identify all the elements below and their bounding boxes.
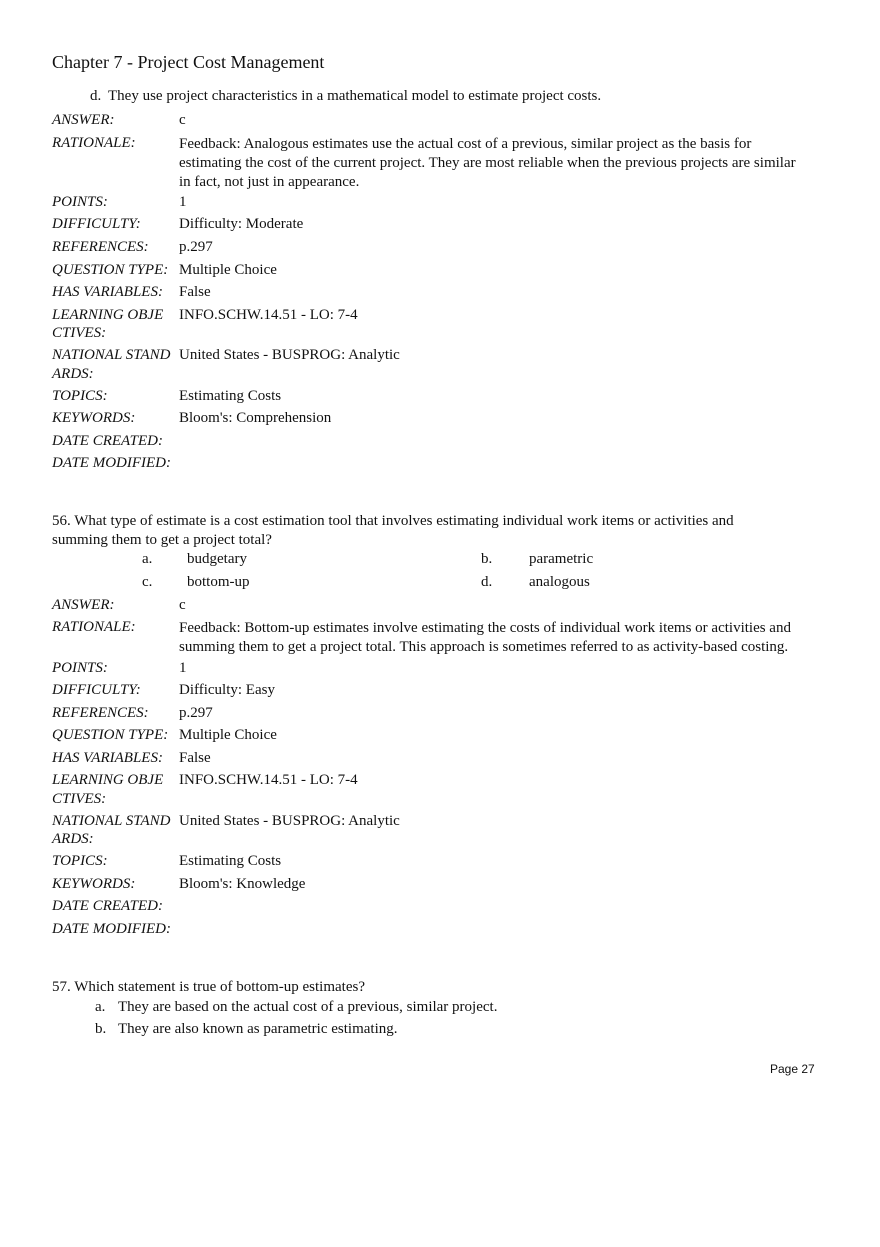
- date-created-label: DATE CREATED:: [52, 433, 163, 449]
- q56-option-b-letter: b.: [481, 551, 493, 567]
- date-modified-label: DATE MODIFIED:: [52, 921, 171, 937]
- points-label: POINTS:: [52, 194, 108, 210]
- points-value: 1: [179, 194, 187, 210]
- topics-label: TOPICS:: [52, 853, 108, 869]
- q56-option-b-text: parametric: [529, 551, 594, 567]
- points-value: 1: [179, 660, 187, 676]
- rationale-label: RATIONALE:: [52, 135, 136, 151]
- learning-objectives-label-cont: CTIVES:: [52, 325, 107, 341]
- learning-objectives-label: LEARNING OBJE: [52, 307, 164, 323]
- q56-option-a-letter: a.: [142, 551, 153, 567]
- q57-option-a-text: They are based on the actual cost of a previous, similar project.: [118, 999, 498, 1015]
- q57-option-b-letter: b.: [95, 1021, 107, 1037]
- difficulty-label: DIFFICULTY:: [52, 216, 141, 232]
- rationale-label: RATIONALE:: [52, 619, 136, 635]
- difficulty-value: Difficulty: Easy: [179, 682, 275, 698]
- topics-value: Estimating Costs: [179, 388, 282, 404]
- date-modified-label: DATE MODIFIED:: [52, 455, 171, 471]
- has-variables-value: False: [179, 284, 211, 300]
- has-variables-label: HAS VARIABLES:: [52, 750, 163, 766]
- learning-objectives-value: INFO.SCHW.14.51 - LO: 7-4: [179, 772, 358, 788]
- q56-option-c-letter: c.: [142, 574, 153, 590]
- learning-objectives-value: INFO.SCHW.14.51 - LO: 7-4: [179, 307, 358, 323]
- question-type-label: QUESTION TYPE:: [52, 727, 169, 743]
- date-created-label: DATE CREATED:: [52, 898, 163, 914]
- q56-option-d-text: analogous: [529, 574, 590, 590]
- keywords-label: KEYWORDS:: [52, 876, 136, 892]
- q56-option-a-text: budgetary: [187, 551, 247, 567]
- q55-option-d-text: They use project characteristics in a mathematical model to estimate project costs.: [108, 88, 602, 104]
- rationale-value: Feedback: Bottom-up estimates involve estimating the costs of individual work items or activities and summing them to get a project total. This approach is sometimes referred to as activity-based costing.: [179, 620, 791, 655]
- points-label: POINTS:: [52, 660, 108, 676]
- national-standards-label: NATIONAL STAND: [52, 347, 171, 363]
- difficulty-label: DIFFICULTY:: [52, 682, 141, 698]
- national-standards-value: United States - BUSPROG: Analytic: [179, 347, 400, 363]
- references-label: REFERENCES:: [52, 239, 149, 255]
- learning-objectives-label-cont: CTIVES:: [52, 791, 107, 807]
- references-value: p.297: [179, 239, 213, 255]
- q57-option-a-letter: a.: [95, 999, 106, 1015]
- answer-value: c: [179, 597, 186, 613]
- rationale-value: Feedback: Analogous estimates use the actual cost of a previous, similar project as the basis for estimating the cost of the current project. They are most reliable when the previous projects are similar in fact, not just in appearance.: [179, 136, 796, 190]
- q57-stem: 57. Which statement is true of bottom-up estimates?: [52, 979, 365, 995]
- keywords-value: Bloom's: Comprehension: [179, 410, 332, 426]
- has-variables-value: False: [179, 750, 211, 766]
- answer-label: ANSWER:: [52, 597, 115, 613]
- keywords-label: KEYWORDS:: [52, 410, 136, 426]
- question-type-value: Multiple Choice: [179, 727, 277, 743]
- references-label: REFERENCES:: [52, 705, 149, 721]
- q56-option-d-letter: d.: [481, 574, 493, 590]
- chapter-title: Chapter 7 - Project Cost Management: [52, 52, 325, 72]
- q56-stem: 56. What type of estimate is a cost estimation tool that involves estimating individual work items or activities and summing them to get a project total?: [52, 513, 734, 548]
- topics-label: TOPICS:: [52, 388, 108, 404]
- question-type-value: Multiple Choice: [179, 262, 277, 278]
- answer-label: ANSWER:: [52, 112, 115, 128]
- national-standards-label: NATIONAL STAND: [52, 813, 171, 829]
- question-type-label: QUESTION TYPE:: [52, 262, 169, 278]
- q55-option-d-letter: d.: [90, 88, 102, 104]
- learning-objectives-label: LEARNING OBJE: [52, 772, 164, 788]
- difficulty-value: Difficulty: Moderate: [179, 216, 304, 232]
- national-standards-value: United States - BUSPROG: Analytic: [179, 813, 400, 829]
- has-variables-label: HAS VARIABLES:: [52, 284, 163, 300]
- national-standards-label-cont: ARDS:: [52, 831, 94, 847]
- topics-value: Estimating Costs: [179, 853, 282, 869]
- answer-value: c: [179, 112, 186, 128]
- page-number: Page 27: [770, 1062, 815, 1076]
- q56-option-c-text: bottom-up: [187, 574, 250, 590]
- q57-option-b-text: They are also known as parametric estimating.: [118, 1021, 398, 1037]
- national-standards-label-cont: ARDS:: [52, 366, 94, 382]
- references-value: p.297: [179, 705, 213, 721]
- keywords-value: Bloom's: Knowledge: [179, 876, 306, 892]
